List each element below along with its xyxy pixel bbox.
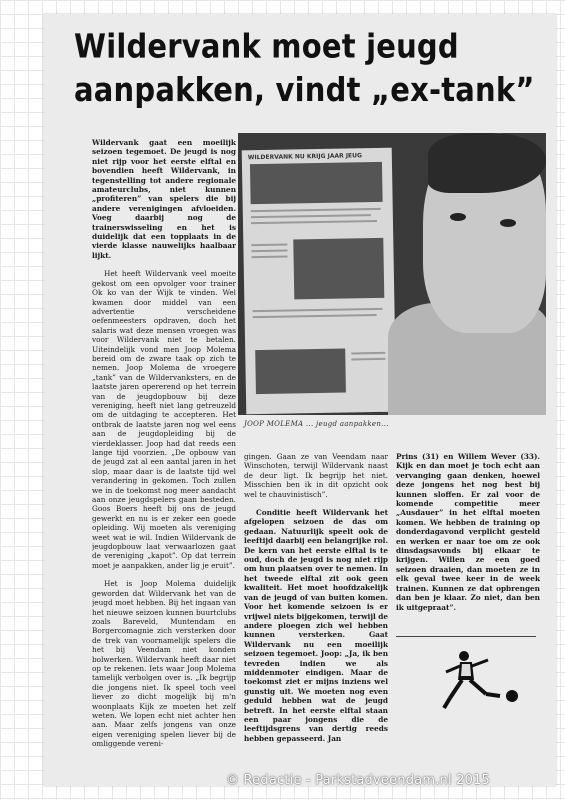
body-paragraph: Het heeft Wildervank veel moeite gekost om een opvolger voor trainer Ok ko van der Wijk te vinden. Wel kwamen door middel van een advertentie verscheidene oefenmeesters opdraven, doch het salaris wat deze mensen vroegen was voor Wildervank niet te betalen. Uiteindelijk vond men Joop Molema bereid om de zware taak op zich te nemen. Joop Molema de vroegere „tank” van de Wildervanksters, en de laatste jaren opererend op het terrein van de jeugdopbouw bij deze vereniging, heeft niet lang getreuzeld om de uitdaging te accepteren. Het ontbrak de laatste jaren nog wel eens aan de jeugdopleiding bij de vierdeklasser. Joop had dat reeds een lange tijd voorzien. „De opbouw van de jeugd zat al een aantal jaren in het slop, maar daar is de laatste tijd wel verandering in gekomen. Toch zullen we in de toekomst nog meer aandacht aan onze jeugdspelers gaan besteden. Goos Boers heeft bij ons de jeugd gewerkt en nu is er zeker een goede opleiding. Wij moeten als vereniging weet wat ie wil. Indien Wildervank de jeugdopbouw laat verwaarlozen gaat de vereniging „kapot”. Op dat terrein moet je aanpakken, ander lig je eruit”. [92, 269, 236, 570]
football-player-icon [416, 646, 536, 716]
article-column-3 [396, 452, 540, 617]
eye [500, 219, 516, 227]
article-column-1 [92, 138, 236, 783]
body-paragraph: gingen. Gaan ze van Veendam naar Winschoten, terwijl Wildervank naast de deur ligt. Ik begrijp het niet. Misschien ben ik in dit opzicht ook wel te chauvinistisch”. [244, 452, 388, 499]
headline-line-1: Wildervank moet jeugd [74, 26, 459, 66]
body-paragraph: Conditie heeft Wildervank het afgelopen seizoen de das om gedaan. Natuurlijk speelt ook de leeftijd daarbij een belangrijke rol. De kern van het eerste elftal is te oud, doch de jeugd is nog niet rijp om hun plaatsen over te nemen. In het tweede elftal zit ook geen kwaliteit. Het moet hoofdzakelijk van de jeugd of van buiten komen. Voor het komende seizoen is er vrijwel niets bijgekomen, terwijl de andere ploegen zich wel hebben kunnen versterken. Gaat Wildervank nu een moeilijk seizoen tegemoet. Joop: „Ja, ik ben tevreden indien we als middenmoter eindigen. Maar de toekomst ziet er mijns inziens wel gunstig uit. We moeten nog even geduld hebben wat de jeugd betreft. In het eerste elftal staan een paar jongens die de leeftijdsgrens van dertig reeds hebben gepasseerd. Jan [244, 508, 388, 743]
body-paragraph: Prins (31) en Willem Wever (33). Kijk en dan moet je toch echt aan vervanging gaan denken, hoewel deze jongens het nog best bij kunnen sloffen. Er zal voor de komende competitie meer „Ausdauer” in het elftal moeten komen. We hebben de training op donderdagavond verplicht gesteld en werken er naar toe om ze ook dinsdagsavonds bij elkaar te krijgen. Willen ze een goed seizoen draaien, dan moeten ze in elk geval twee keer in de week trainen. Kunnen ze dat opbrengen dan ben je klaar. Zo niet, dan ben ik uitgepraat”. [396, 452, 540, 612]
photo-caption: JOOP MOLEMA ... jeugd aanpakken... [244, 420, 389, 428]
watermark: © Redactie - Parkstadveendam.nl 2015 [226, 773, 491, 788]
eye [450, 213, 466, 221]
newspaper-masthead: WILDERVANK NU KRIJG JAAR JEUG [247, 152, 362, 162]
column-divider [396, 636, 536, 637]
lead-paragraph: Wildervank gaat een moeilijk seizoen tegemoet. De jeugd is nog niet rijp voor het eerste elftal en bovendien heeft Wildervank, in tegenstelling tot andere regionale amateurclubs, niet kunnen „profiteren” van spelers die bij andere verenigingen afvloeiden. Voeg daarbij nog de trainerswisseling en het is duidelijk dat een topplaats in de vierde klasse nauwelijks haalbaar lijkt. [92, 138, 236, 260]
headline-line-2: aanpakken, vindt „ex-tank” [74, 70, 535, 110]
newspaper-clipping [44, 14, 556, 786]
headline [74, 24, 554, 111]
article-photo [238, 133, 546, 415]
body-paragraph: Het is Joop Molema duidelijk geworden dat Wildervank het van de jeugd moet hebben. Bij het ingaan van het nieuwe seizoen kunnen buurtclubs zoals Bareveld, Muntendam en Borgercomagnie zich versterken door de trek van voornamelijk spelers die het bij Veendam niet konden bolwerken. Wildervank heeft daar niet op te rekenen. Iets waar Joop Molema tamelijk verbolgen over is. „Ik begrijp die jongens niet. Ik speel toch veel liever zo dicht mogelijk bij m'n woonplaats Kijk ze moeten het zelf weten. We lopen echt niet achter hen aan. Maar zelfs jongens van onze eigen vereniging spelen liever bij de omliggende vereni- [92, 579, 236, 749]
article-column-2 [244, 452, 388, 782]
held-newspaper [242, 148, 397, 415]
